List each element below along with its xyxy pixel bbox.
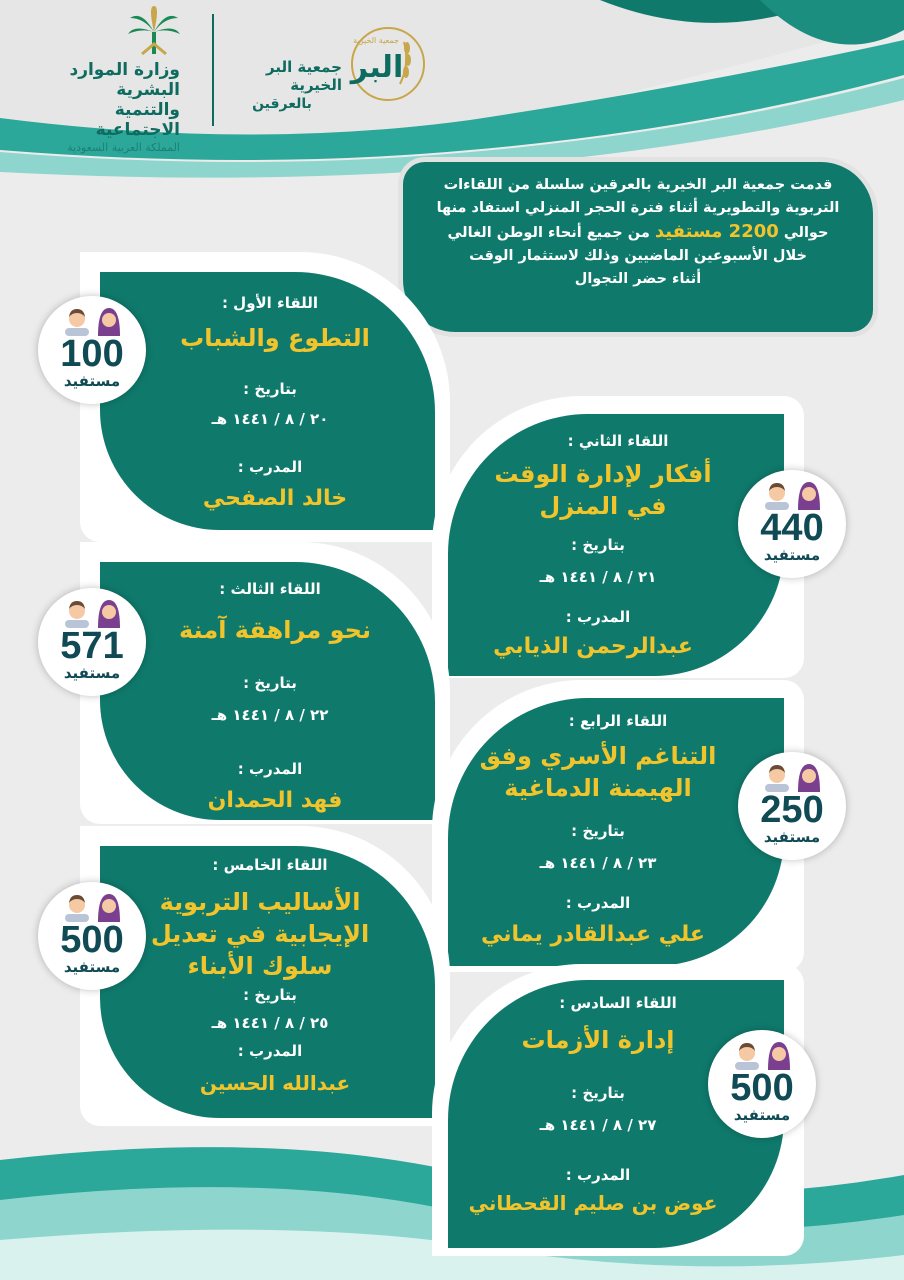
man-icon — [762, 762, 792, 792]
meeting-title: التطوع والشباب — [180, 324, 370, 352]
man-icon — [732, 1040, 762, 1070]
trainer-label: المدرب : — [565, 894, 631, 912]
ministry-line-1: وزارة الموارد البشرية — [69, 60, 180, 100]
meeting-title-line-2: في المنزل — [539, 492, 667, 520]
meeting-date: ٢٧ / ٨ / ١٤٤١ هـ — [539, 1116, 657, 1134]
attendance-badge-5 — [38, 882, 146, 990]
meeting-date: ٢٥ / ٨ / ١٤٤١ هـ — [211, 1014, 329, 1032]
date-label: بتاريخ : — [571, 822, 625, 840]
trainer-name: علي عبدالقادر يماني — [481, 922, 705, 947]
attendance-count: 500 — [60, 919, 124, 961]
meeting-title: نحو مراهقة آمنة — [179, 616, 371, 644]
meeting-date: ٢٠ / ٨ / ١٤٤١ هـ — [211, 410, 329, 428]
trainer-label: المدرب : — [237, 760, 303, 778]
trainer-name: عبدالله الحسين — [199, 1071, 351, 1095]
meeting-card-1 — [100, 272, 435, 530]
meeting-title: إدارة الأزمات — [521, 1026, 675, 1054]
meeting-date: ٢٣ / ٨ / ١٤٤١ هـ — [539, 854, 657, 872]
date-label: بتاريخ : — [243, 674, 297, 692]
intro-highlight: 2200 مستفيد — [654, 221, 779, 242]
meeting-date: ٢١ / ٨ / ١٤٤١ هـ — [539, 568, 657, 586]
charity-line-2: بالعرقين — [252, 96, 312, 112]
ministry-line-3: المملكة العربية السعودية — [67, 141, 180, 154]
meeting-card-2 — [448, 414, 784, 676]
woman-icon — [794, 480, 824, 510]
trainer-label: المدرب : — [237, 458, 303, 476]
charity-name — [222, 58, 342, 114]
attendance-count: 571 — [60, 625, 124, 667]
man-icon — [762, 480, 792, 510]
attendance-badge-2 — [738, 470, 846, 578]
woman-icon — [94, 306, 124, 336]
meeting-title-line-1: أفكار لإدارة الوقت — [494, 460, 712, 488]
attendance-unit: مستفيد — [763, 828, 821, 846]
attendance-badge-3 — [38, 588, 146, 696]
trainer-name: عوض بن صليم القحطاني — [468, 1191, 718, 1215]
meeting-title-line-2: الهيمنة الدماغية — [504, 774, 692, 802]
meeting-label: اللقاء السادس : — [559, 994, 677, 1012]
intro-line-5: أثناء حضر التجوال — [574, 271, 702, 287]
woman-icon — [794, 762, 824, 792]
attendance-count: 250 — [760, 789, 824, 831]
logo-word: البر — [350, 50, 404, 85]
meeting-label: اللقاء الرابع : — [568, 712, 668, 730]
ministry-line-2: والتنمية الاجتماعية — [95, 100, 180, 140]
trainer-label: المدرب : — [565, 1166, 631, 1184]
intro-line-3-post: من جميع أنحاء الوطن الغالي — [447, 225, 650, 241]
meeting-date: ٢٢ / ٨ / ١٤٤١ هـ — [211, 706, 329, 724]
date-label: بتاريخ : — [243, 986, 297, 1004]
meeting-title-line-3: سلوك الأبناء — [187, 952, 333, 980]
meeting-label: اللقاء الثالث : — [219, 580, 321, 598]
attendance-count: 100 — [60, 333, 124, 375]
meeting-label: اللقاء الثاني : — [567, 432, 669, 450]
meeting-card-5 — [100, 846, 435, 1118]
meeting-label: اللقاء الأول : — [221, 294, 319, 312]
attendance-badge-4 — [738, 752, 846, 860]
woman-icon — [94, 892, 124, 922]
intro-line-1: قدمت جمعية البر الخيرية بالعرقين سلسلة من اللقاءات — [443, 177, 833, 193]
meeting-title-line-1: التناغم الأسري وفق — [479, 742, 717, 770]
intro-box — [403, 162, 873, 332]
attendance-count: 500 — [730, 1067, 794, 1109]
man-icon — [62, 598, 92, 628]
ministry-name — [30, 60, 180, 156]
logo-small-text: جمعية الخيرية — [353, 36, 399, 45]
intro-line-3-pre: حوالي — [783, 225, 829, 241]
date-label: بتاريخ : — [243, 380, 297, 398]
attendance-unit: مستفيد — [63, 372, 121, 390]
meeting-card-4 — [448, 698, 784, 966]
meeting-title-line-1: الأساليب التربوية — [159, 888, 361, 916]
charity-logo — [338, 14, 428, 104]
trainer-label: المدرب : — [237, 1042, 303, 1060]
attendance-count: 440 — [760, 507, 824, 549]
meeting-label: اللقاء الخامس : — [212, 856, 328, 874]
date-label: بتاريخ : — [571, 1084, 625, 1102]
attendance-unit: مستفيد — [63, 958, 121, 976]
attendance-badge-1 — [38, 296, 146, 404]
trainer-name: عبدالرحمن الذيابي — [493, 634, 693, 659]
trainer-label: المدرب : — [565, 608, 631, 626]
attendance-unit: مستفيد — [763, 546, 821, 564]
date-label: بتاريخ : — [571, 536, 625, 554]
intro-line-2: التربوية والتطويرية أثناء فترة الحجر المنزلي استفاد منها — [436, 200, 840, 216]
meeting-card-3 — [100, 562, 435, 820]
attendance-unit: مستفيد — [733, 1106, 791, 1124]
charity-line-1: جمعية البر الخيرية — [265, 58, 342, 94]
header-divider — [212, 14, 214, 126]
woman-icon — [764, 1040, 794, 1070]
attendance-badge-6 — [708, 1030, 816, 1138]
man-icon — [62, 892, 92, 922]
woman-icon — [94, 598, 124, 628]
meeting-title-line-2: الإيجابية في تعديل — [150, 920, 370, 948]
trainer-name: خالد الصفحي — [202, 486, 348, 511]
trainer-name: فهد الحمدان — [207, 788, 343, 813]
attendance-unit: مستفيد — [63, 664, 121, 682]
intro-line-4: خلال الأسبوعين الماضيين وذلك لاستثمار الوقت — [469, 248, 807, 264]
palm-logo-icon — [128, 6, 180, 60]
man-icon — [62, 306, 92, 336]
